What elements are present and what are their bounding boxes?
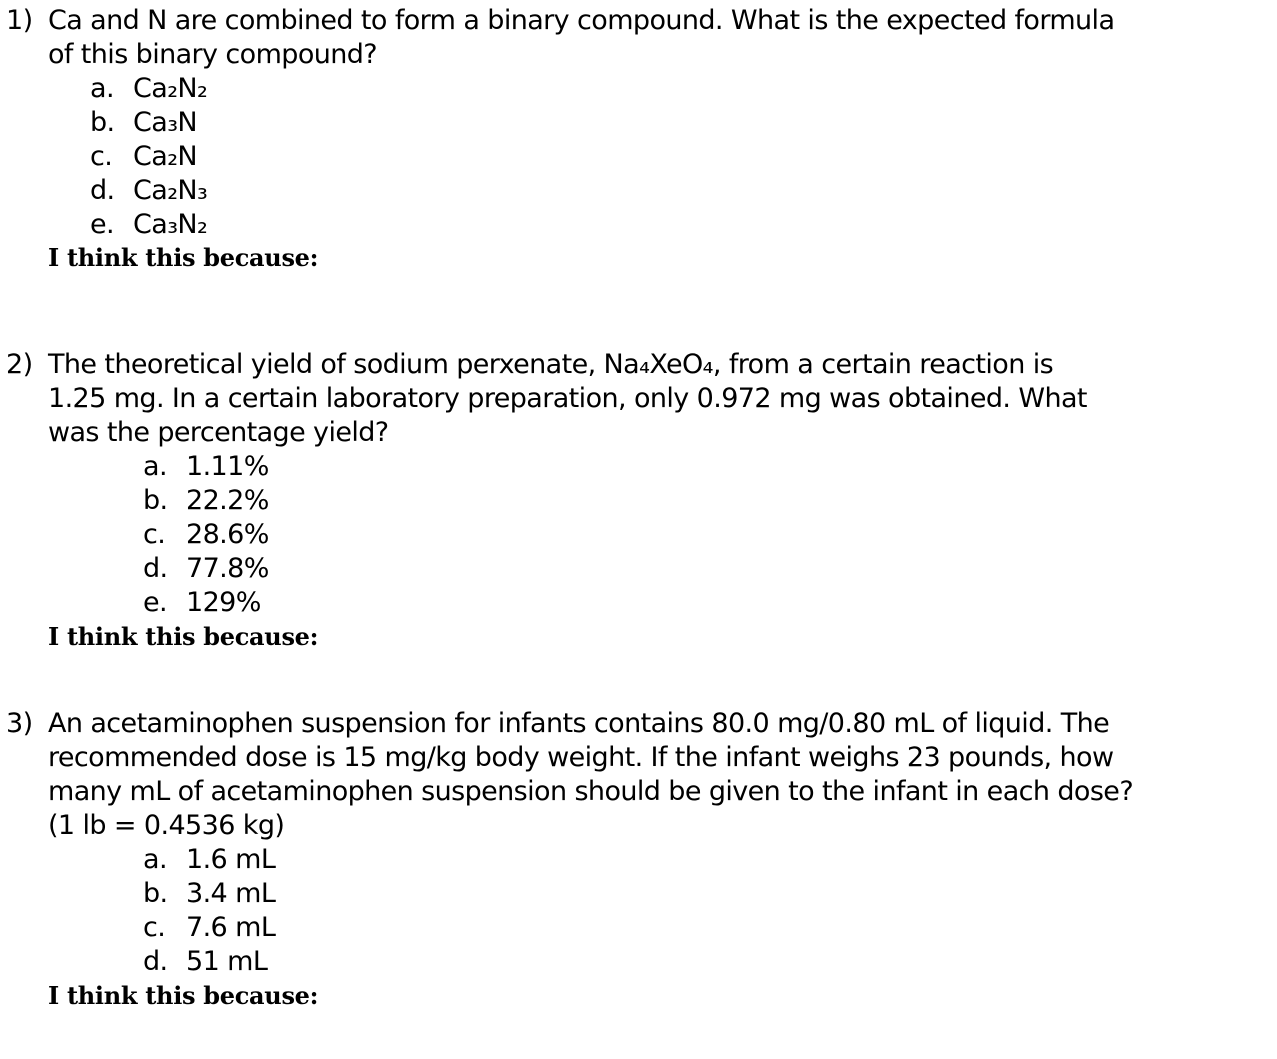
- option-text: Ca₃N₂: [133, 209, 208, 240]
- option-letter: b.: [143, 878, 168, 909]
- option-letter: a.: [90, 73, 114, 104]
- option-letter: a.: [143, 451, 167, 482]
- question-text-line: The theoretical yield of sodium perxenate, Na₄XeO₄, from a certain reaction is: [48, 349, 1054, 380]
- option-letter: c.: [143, 912, 166, 943]
- answer-option-c[interactable]: [143, 518, 269, 552]
- option-letter: c.: [90, 141, 113, 172]
- answer-option-b[interactable]: [90, 106, 197, 140]
- question-text-line: was the percentage yield?: [48, 417, 389, 448]
- question-text-line: 1.25 mg. In a certain laboratory preparation, only 0.972 mg was obtained. What: [48, 383, 1087, 414]
- option-letter: b.: [90, 107, 115, 138]
- option-letter: e.: [90, 209, 114, 240]
- answer-option-c[interactable]: [143, 911, 275, 945]
- answer-option-d[interactable]: [143, 945, 267, 979]
- option-text: 22.2%: [186, 485, 269, 516]
- option-letter: c.: [143, 519, 166, 550]
- option-letter: d.: [143, 946, 168, 977]
- option-letter: d.: [90, 175, 115, 206]
- option-letter: a.: [143, 844, 167, 875]
- question-text-line: of this binary compound?: [48, 39, 378, 70]
- option-text: 7.6 mL: [186, 912, 276, 943]
- question-number: 2): [6, 349, 33, 380]
- option-text: 1.6 mL: [186, 844, 276, 875]
- answer-option-b[interactable]: [143, 877, 275, 911]
- answer-option-d[interactable]: [90, 174, 207, 208]
- answer-option-a[interactable]: [143, 450, 269, 484]
- option-text: Ca₂N: [133, 141, 198, 172]
- question-text-line: many mL of acetaminophen suspension should be given to the infant in each dose?: [48, 776, 1134, 807]
- option-text: 129%: [186, 587, 261, 618]
- answer-option-e[interactable]: [143, 586, 261, 620]
- question-text-line: Ca and N are combined to form a binary compound. What is the expected formula: [48, 5, 1115, 36]
- answer-option-a[interactable]: [90, 72, 207, 106]
- option-text: 3.4 mL: [186, 878, 276, 909]
- reasoning-prompt: I think this because:: [48, 243, 319, 272]
- reasoning-prompt: I think this because:: [48, 981, 319, 1010]
- option-text: Ca₂N₂: [133, 73, 208, 104]
- answer-option-c[interactable]: [90, 140, 197, 174]
- option-text: Ca₂N₃: [133, 175, 208, 206]
- question-text-line: recommended dose is 15 mg/kg body weight. If the infant weighs 23 pounds, how: [48, 742, 1114, 773]
- option-letter: d.: [143, 553, 168, 584]
- question-text-line: An acetaminophen suspension for infants contains 80.0 mg/0.80 mL of liquid. The: [48, 708, 1110, 739]
- option-text: 51 mL: [186, 946, 268, 977]
- question-number: 3): [6, 708, 33, 739]
- option-letter: b.: [143, 485, 168, 516]
- answer-option-a[interactable]: [143, 843, 275, 877]
- question-text-line: (1 lb = 0.4536 kg): [48, 810, 285, 841]
- reasoning-prompt: I think this because:: [48, 622, 319, 651]
- option-text: 1.11%: [186, 451, 269, 482]
- option-text: Ca₃N: [133, 107, 198, 138]
- answer-option-d[interactable]: [143, 552, 269, 586]
- option-text: 77.8%: [186, 553, 269, 584]
- answer-option-b[interactable]: [143, 484, 269, 518]
- answer-option-e[interactable]: [90, 208, 207, 242]
- option-text: 28.6%: [186, 519, 269, 550]
- question-number: 1): [6, 5, 33, 36]
- option-letter: e.: [143, 587, 167, 618]
